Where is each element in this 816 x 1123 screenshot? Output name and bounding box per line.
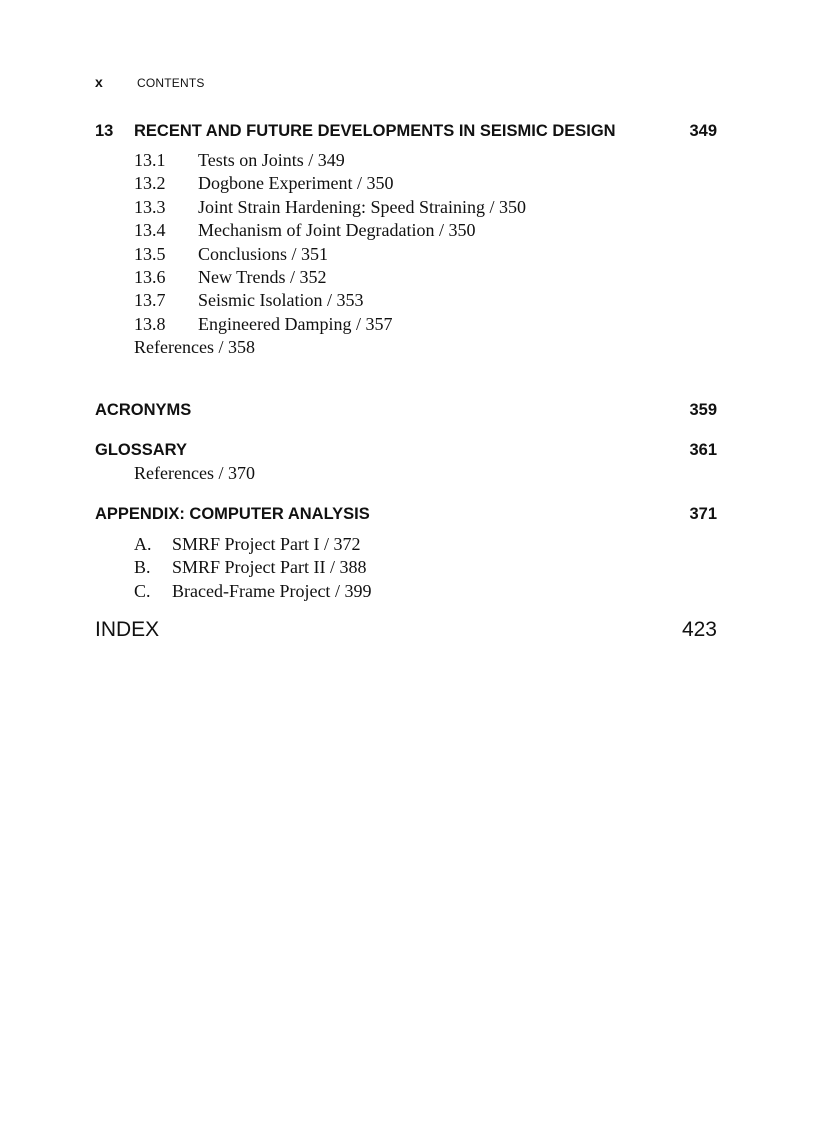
glossary-heading — [95, 440, 717, 461]
chapter-13-entry — [95, 121, 717, 360]
separator: / — [319, 534, 334, 554]
section-number: 13.5 — [134, 243, 166, 264]
appendix-item — [134, 580, 717, 603]
glossary-page: 361 — [689, 441, 717, 459]
appendix-item-letter: B. — [134, 557, 151, 578]
separator: / — [484, 196, 499, 217]
section-page: 350 — [366, 173, 394, 194]
separator: / — [434, 220, 449, 241]
references-page: 370 — [227, 463, 255, 483]
running-head-label: CONTENTS — [137, 76, 205, 90]
chapter-sections — [134, 149, 717, 360]
references-entry — [134, 462, 717, 485]
section-page: 349 — [317, 150, 345, 170]
section-title: Engineered Damping — [198, 313, 352, 334]
appendix-item-title: SMRF Project Part I — [172, 534, 320, 554]
appendix-entry — [95, 504, 717, 603]
separator: / — [352, 173, 367, 194]
section-page: 353 — [336, 290, 364, 311]
section-number: 13.2 — [134, 173, 166, 194]
separator: / — [322, 290, 337, 311]
section-entry — [134, 219, 717, 242]
section-title: New Trends — [198, 267, 286, 288]
section-page: 357 — [365, 313, 393, 334]
acronyms-heading — [95, 400, 717, 421]
section-number: 13.4 — [134, 220, 166, 241]
separator: / — [351, 313, 366, 334]
section-title: Tests on Joints — [198, 150, 304, 170]
references-title: References — [134, 337, 214, 358]
appendix-item — [134, 556, 717, 579]
section-number: 13.8 — [134, 313, 166, 334]
index-entry — [95, 618, 717, 642]
section-title: Conclusions — [198, 243, 288, 264]
separator: / — [325, 557, 340, 578]
acronyms-title: ACRONYMS — [95, 401, 192, 419]
glossary-entry — [95, 440, 717, 485]
references-page: 358 — [227, 337, 255, 358]
separator: / — [213, 463, 228, 483]
appendix-item-title: Braced-Frame Project — [172, 580, 331, 601]
chapter-page: 349 — [689, 122, 717, 140]
section-number: 13.1 — [134, 150, 166, 170]
section-title: Seismic Isolation — [198, 290, 323, 311]
section-number: 13.3 — [134, 196, 166, 217]
appendix-item-page: 388 — [339, 557, 367, 578]
chapter-number: 13 — [95, 122, 114, 140]
section-title: Mechanism of Joint Degradation — [198, 220, 435, 241]
separator: / — [303, 150, 318, 170]
references-title: References — [134, 463, 214, 483]
section-number: 13.7 — [134, 290, 166, 311]
section-number: 13.6 — [134, 267, 166, 288]
section-page: 350 — [448, 220, 476, 241]
section-entry — [134, 196, 717, 219]
section-entry — [134, 172, 717, 195]
glossary-title: GLOSSARY — [95, 441, 187, 459]
appendix-item — [134, 533, 717, 556]
chapter-heading — [95, 121, 717, 142]
section-page: 351 — [301, 243, 329, 264]
section-entry — [134, 313, 717, 336]
section-entry — [134, 149, 717, 172]
separator: / — [330, 580, 345, 601]
acronyms-page: 359 — [689, 401, 717, 419]
appendix-item-letter: C. — [134, 580, 151, 601]
section-page: 350 — [498, 196, 526, 217]
index-page: 423 — [681, 618, 717, 641]
appendix-page: 371 — [689, 505, 717, 523]
appendix-item-letter: A. — [134, 534, 152, 554]
index-title: INDEX — [95, 618, 160, 641]
appendix-item-page: 399 — [344, 580, 372, 601]
index-heading — [95, 618, 717, 642]
section-entry — [134, 243, 717, 266]
section-title: Dogbone Experiment — [198, 173, 353, 194]
section-entry — [134, 289, 717, 312]
appendix-item-page: 372 — [333, 534, 361, 554]
section-title: Joint Strain Hardening: Speed Straining — [198, 196, 485, 217]
separator: / — [287, 243, 302, 264]
separator: / — [213, 337, 228, 358]
references-entry — [134, 336, 717, 359]
acronyms-entry — [95, 400, 717, 421]
glossary-subentries — [134, 462, 717, 485]
separator: / — [285, 267, 300, 288]
section-page: 352 — [299, 267, 327, 288]
page-folio: x — [95, 74, 103, 90]
appendix-title: APPENDIX: COMPUTER ANALYSIS — [95, 505, 370, 523]
running-head — [95, 74, 205, 90]
appendix-heading — [95, 504, 717, 525]
appendix-item-title: SMRF Project Part II — [172, 557, 326, 578]
section-entry — [134, 266, 717, 289]
appendix-items — [134, 533, 717, 603]
chapter-title: RECENT AND FUTURE DEVELOPMENTS IN SEISMIC DESIGN — [134, 122, 616, 140]
